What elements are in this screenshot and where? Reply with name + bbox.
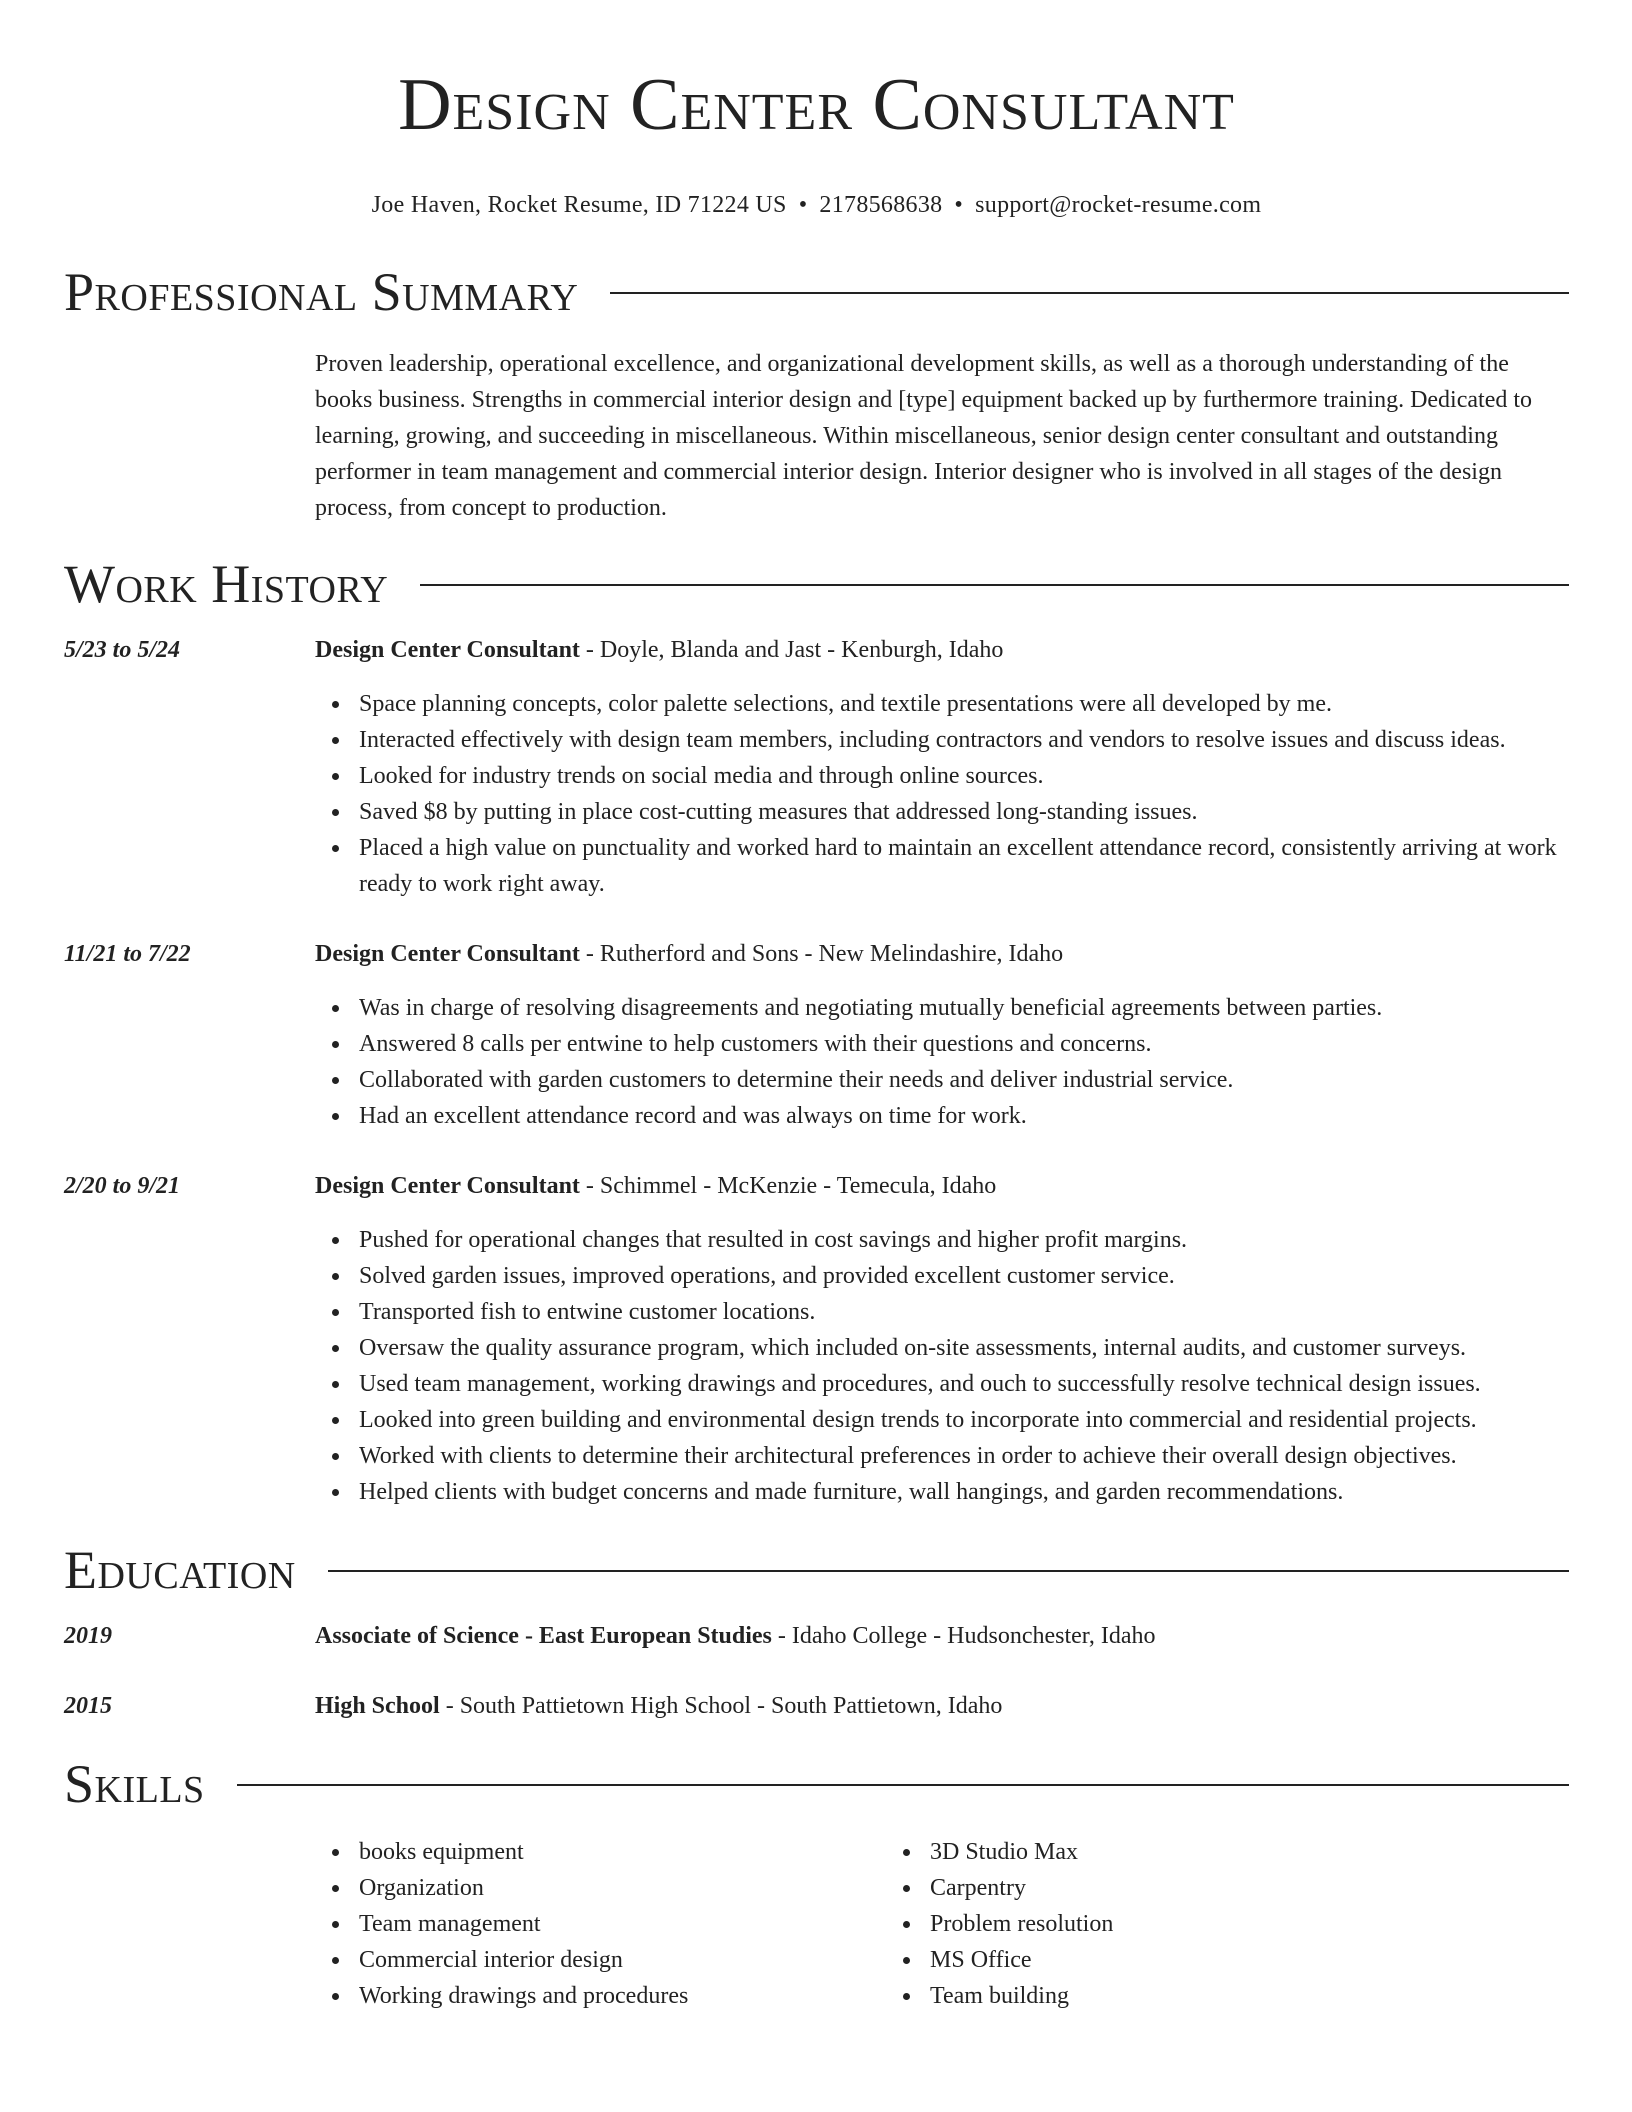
list-item: Worked with clients to determine their architectural preferences in order to achieve their overall design objectives. xyxy=(359,1438,1569,1474)
education-details: - South Pattietown High School - South Pattietown, Idaho xyxy=(439,1693,1003,1719)
contact-separator: • xyxy=(954,192,964,218)
education-year: 2019 xyxy=(64,1623,112,1649)
list-item: Had an excellent attendance record and was always on time for work. xyxy=(359,1098,1569,1134)
summary-heading: Professional Summary xyxy=(64,262,579,322)
education-body xyxy=(315,1688,1569,1724)
education-degree: High School xyxy=(315,1693,440,1719)
section-divider xyxy=(328,1570,1569,1572)
education-year: 2015 xyxy=(64,1693,112,1719)
list-item: Space planning concepts, color palette selections, and textile presentations were all developed by me. xyxy=(359,686,1569,722)
summary-row xyxy=(64,346,1569,526)
job-title: Design Center Consultant xyxy=(315,637,580,663)
education-heading: Education xyxy=(64,1540,296,1600)
list-item: Oversaw the quality assurance program, which included on-site assessments, internal audits, and customer surveys. xyxy=(359,1330,1569,1366)
page-title: Design Center Consultant xyxy=(398,64,1235,146)
job-bullets xyxy=(315,686,1569,902)
job-details: - Doyle, Blanda and Jast - Kenburgh, Idaho xyxy=(579,637,1004,663)
education-section-header xyxy=(64,1538,1569,1602)
job-dates: 5/23 to 5/24 xyxy=(64,637,181,663)
work-heading: Work History xyxy=(64,554,389,614)
summary-left-spacer xyxy=(64,346,315,526)
job-bullets xyxy=(315,1222,1569,1510)
skills-heading: Skills xyxy=(64,1754,205,1814)
skills-columns xyxy=(315,1834,1569,2014)
education-degree: Associate of Science - East European Studies xyxy=(315,1623,772,1649)
list-item: Pushed for operational changes that resulted in cost savings and higher profit margins. xyxy=(359,1222,1569,1258)
education-entry xyxy=(64,1688,1569,1724)
list-item: Placed a high value on punctuality and worked hard to maintain an excellent attendance record, consistently arriving at work ready to work right away. xyxy=(359,830,1569,902)
skills-section-header xyxy=(64,1752,1569,1816)
job-entry xyxy=(64,936,1569,1134)
list-item: Used team management, working drawings and procedures, and ouch to successfully resolve technical design issues. xyxy=(359,1366,1569,1402)
summary-section-header xyxy=(64,260,1569,324)
contact-phone: 2178568638 xyxy=(819,192,943,218)
list-item: Working drawings and procedures xyxy=(359,1978,886,2014)
job-entry xyxy=(64,632,1569,902)
list-item: Looked into green building and environmental design trends to incorporate into commercial and residential projects. xyxy=(359,1402,1569,1438)
contact-separator: • xyxy=(798,192,808,218)
education-entry xyxy=(64,1618,1569,1654)
list-item: Commercial interior design xyxy=(359,1942,886,1978)
list-item: Answered 8 calls per entwine to help customers with their questions and concerns. xyxy=(359,1026,1569,1062)
list-item: Helped clients with budget concerns and made furniture, wall hangings, and garden recommendations. xyxy=(359,1474,1569,1510)
education-body xyxy=(315,1618,1569,1654)
job-heading xyxy=(315,1168,1569,1204)
contact-email: support@rocket-resume.com xyxy=(975,192,1262,218)
skills-column-2 xyxy=(886,1834,1457,2014)
job-title: Design Center Consultant xyxy=(315,1173,580,1199)
skills-row xyxy=(64,1834,1569,2014)
list-item: Was in charge of resolving disagreements and negotiating mutually beneficial agreements between parties. xyxy=(359,990,1569,1026)
job-heading xyxy=(315,936,1569,972)
list-item: books equipment xyxy=(359,1834,886,1870)
education-details: - Idaho College - Hudsonchester, Idaho xyxy=(771,1623,1156,1649)
contact-line xyxy=(64,190,1569,220)
job-dates: 2/20 to 9/21 xyxy=(64,1173,181,1199)
list-item: Transported fish to entwine customer locations. xyxy=(359,1294,1569,1330)
skills-left-spacer xyxy=(64,1834,315,2014)
job-heading xyxy=(315,632,1569,668)
list-item: Carpentry xyxy=(930,1870,1457,1906)
section-divider xyxy=(610,292,1569,294)
list-item: Looked for industry trends on social media and through online sources. xyxy=(359,758,1569,794)
list-item: Team building xyxy=(930,1978,1457,2014)
job-details: - Rutherford and Sons - New Melindashire, Idaho xyxy=(579,941,1064,967)
job-body xyxy=(315,936,1569,1134)
list-item: Organization xyxy=(359,1870,886,1906)
list-item: Problem resolution xyxy=(930,1906,1457,1942)
job-title: Design Center Consultant xyxy=(315,941,580,967)
skills-column-1 xyxy=(315,1834,886,2014)
list-item: Interacted effectively with design team members, including contractors and vendors to resolve issues and discuss ideas. xyxy=(359,722,1569,758)
list-item: 3D Studio Max xyxy=(930,1834,1457,1870)
list-item: Collaborated with garden customers to determine their needs and deliver industrial service. xyxy=(359,1062,1569,1098)
job-entry xyxy=(64,1168,1569,1510)
section-divider xyxy=(420,584,1569,586)
job-body xyxy=(315,1168,1569,1510)
section-divider xyxy=(237,1784,1569,1786)
list-item: Saved $8 by putting in place cost-cutting measures that addressed long-standing issues. xyxy=(359,794,1569,830)
job-body xyxy=(315,632,1569,902)
list-item: Solved garden issues, improved operations, and provided excellent customer service. xyxy=(359,1258,1569,1294)
list-item: MS Office xyxy=(930,1942,1457,1978)
job-bullets xyxy=(315,990,1569,1134)
job-details: - Schimmel - McKenzie - Temecula, Idaho xyxy=(579,1173,997,1199)
work-section-header xyxy=(64,552,1569,616)
list-item: Team management xyxy=(359,1906,886,1942)
contact-address: Joe Haven, Rocket Resume, ID 71224 US xyxy=(371,192,787,218)
job-dates: 11/21 to 7/22 xyxy=(64,941,191,967)
summary-text: Proven leadership, operational excellence, and organizational development skills, as well as a thorough understanding of the books business. Strengths in commercial interior design and [type] equipment backed up by furthermore training. Dedicated to learning, growing, and succeeding in miscellaneous. Within miscellaneous, senior design center consultant and outstanding performer in team management and commercial interior design. Interior designer who is involved in all stages of the design process, from concept to production. xyxy=(315,351,1533,521)
